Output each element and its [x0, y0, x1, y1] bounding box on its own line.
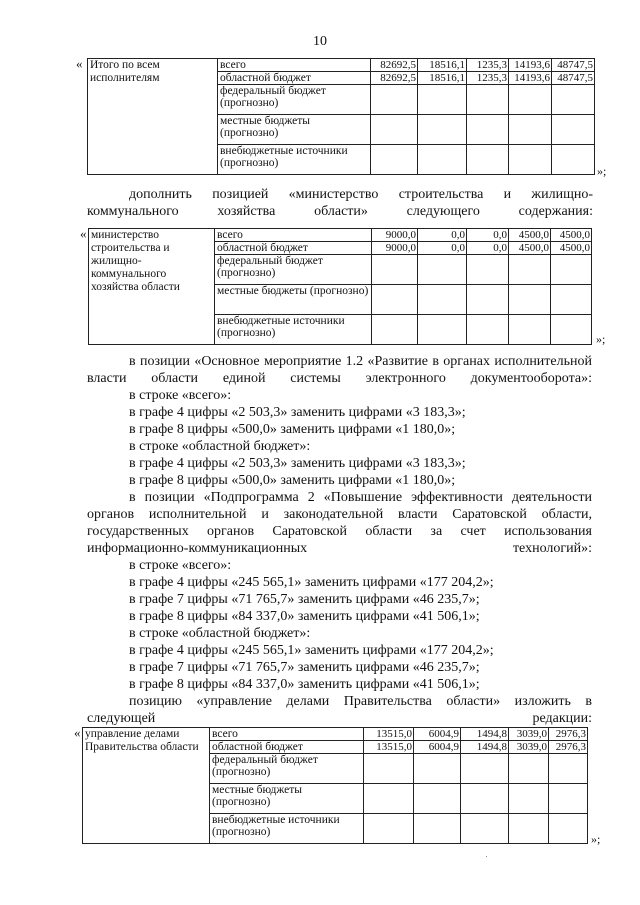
- instruction-line: в графе 8 цифры «500,0» заменить цифрами «1 180,0»;: [129, 473, 456, 488]
- instructions-group-a: [129, 387, 589, 489]
- value-cell: 13515,0: [364, 728, 414, 741]
- value-cell: 0,0: [418, 229, 467, 242]
- value-cell: 1494,8: [461, 728, 509, 741]
- instruction-line: в графе 4 цифры «245 565,1» заменить цифрами «177 204,2»;: [129, 643, 494, 658]
- value-cell: 18516,1: [418, 59, 467, 72]
- value-cell: 0,0: [418, 242, 467, 255]
- value-cell: 2976,3: [549, 728, 588, 741]
- value-cell: 18516,1: [418, 72, 467, 85]
- instruction-line: в графе 4 цифры «2 503,3» заменить цифрами «3 183,3»;: [129, 405, 466, 420]
- value-cell: 1235,3: [467, 72, 509, 85]
- row-label: областной бюджет: [215, 242, 372, 255]
- value-cell: 2976,3: [549, 741, 588, 754]
- paragraph-subprogram: в позиции «Подпрограмма 2 «Повышение эффективности деятельности органов исполнительной и законодательной власти Саратовской области, государственных органов Саратовской области за счет использования информационно-коммуникационных технологий»:: [87, 490, 592, 556]
- row-label: внебюджетные источники (прогнозно): [210, 814, 364, 844]
- page-number: 10: [313, 34, 327, 49]
- executor-cell: управление делами Правительства области: [83, 728, 210, 844]
- quote-open-1: «: [76, 56, 83, 71]
- scan-speck: [486, 856, 487, 857]
- value-cell: 13515,0: [364, 741, 414, 754]
- value-cell: 82692,5: [371, 59, 418, 72]
- quote-close-2: »;: [596, 332, 606, 346]
- value-cell: 9000,0: [372, 242, 418, 255]
- row-label: внебюджетные источники (прогнозно): [215, 315, 372, 345]
- budget-table-2: [88, 228, 592, 345]
- row-label: областной бюджет: [218, 72, 371, 85]
- row-label: местные бюджеты (прогнозно): [210, 784, 364, 814]
- instruction-line: в графе 4 цифры «245 565,1» заменить цифрами «177 204,2»;: [129, 575, 494, 590]
- instruction-line: в строке «областной бюджет»:: [129, 626, 311, 641]
- value-cell: 0,0: [467, 242, 509, 255]
- value-cell: 48747,5: [552, 59, 595, 72]
- value-cell: 9000,0: [372, 229, 418, 242]
- executor-cell: министерство строительства и жилищно-коммунального хозяйства области: [89, 229, 215, 345]
- value-cell: 0,0: [467, 229, 509, 242]
- instruction-line: в графе 8 цифры «500,0» заменить цифрами «1 180,0»;: [129, 422, 456, 437]
- value-cell: 4500,0: [509, 242, 551, 255]
- row-label: местные бюджеты (прогнозно): [218, 115, 371, 145]
- row-label: федеральный бюджет (прогнозно): [218, 85, 371, 115]
- paragraph-position-edit: позицию «управление делами Правительства области» изложить в следующей редакции:: [87, 694, 592, 726]
- row-label: федеральный бюджет (прогнозно): [210, 754, 364, 784]
- executor-cell: Итого по всем исполнителям: [88, 59, 218, 175]
- value-cell: 1494,8: [461, 741, 509, 754]
- row-label: местные бюджеты (прогнозно): [215, 285, 372, 315]
- instructions-group-b: [129, 557, 589, 693]
- value-cell: 3039,0: [509, 728, 549, 741]
- instruction-line: в графе 4 цифры «2 503,3» заменить цифрами «3 183,3»;: [129, 456, 466, 471]
- value-cell: 4500,0: [551, 229, 592, 242]
- quote-close-3: »;: [591, 832, 601, 846]
- instruction-line: в графе 7 цифры «71 765,7» заменить цифрами «46 235,7»;: [129, 592, 480, 607]
- value-cell: 48747,5: [552, 72, 595, 85]
- quote-open-2: «: [80, 226, 87, 241]
- value-cell: 3039,0: [509, 741, 549, 754]
- instruction-line: в графе 8 цифры «84 337,0» заменить цифрами «41 506,1»;: [129, 677, 480, 692]
- paragraph-add-position: дополнить позицией «министерство строительства и жилищно-коммунального хозяйства области» следующего содержания:: [87, 187, 593, 219]
- value-cell: 4500,0: [551, 242, 592, 255]
- value-cell: 14193,6: [509, 59, 552, 72]
- value-cell: 14193,6: [509, 72, 552, 85]
- instruction-line: в графе 7 цифры «71 765,7» заменить цифрами «46 235,7»;: [129, 660, 480, 675]
- row-label: всего: [215, 229, 372, 242]
- value-cell: 4500,0: [509, 229, 551, 242]
- instruction-line: в строке «областной бюджет»:: [129, 439, 311, 454]
- instruction-line: в строке «всего»:: [129, 558, 232, 573]
- instruction-line: в графе 8 цифры «84 337,0» заменить цифрами «41 506,1»;: [129, 609, 480, 624]
- value-cell: 1235,3: [467, 59, 509, 72]
- instruction-line: в строке «всего»:: [129, 388, 232, 403]
- value-cell: 82692,5: [371, 72, 418, 85]
- value-cell: 6004,9: [414, 728, 461, 741]
- row-label: областной бюджет: [210, 741, 364, 754]
- budget-table-3: [82, 727, 588, 844]
- quote-close-1: »;: [597, 164, 607, 178]
- row-label: всего: [210, 728, 364, 741]
- row-label: всего: [218, 59, 371, 72]
- row-label: внебюджетные источники (прогнозно): [218, 145, 371, 175]
- paragraph-main-activity: в позиции «Основное мероприятие 1.2 «Развитие в органах исполнительной власти области единой системы электронного документооборота»:: [87, 354, 592, 386]
- quote-open-3: «: [74, 725, 81, 740]
- budget-table-1: [87, 58, 595, 175]
- row-label: федеральный бюджет (прогнозно): [215, 255, 372, 285]
- value-cell: 6004,9: [414, 741, 461, 754]
